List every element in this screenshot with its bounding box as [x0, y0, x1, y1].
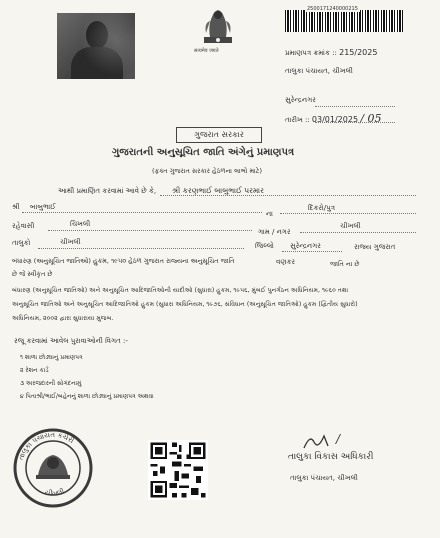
- line2-prefix: શ્રી: [12, 203, 20, 211]
- officer-signature-icon: [300, 430, 340, 452]
- caste: વણકર: [276, 258, 296, 266]
- relation: દિકરો/પુત્ર: [308, 204, 336, 212]
- seal-top-text: તાલુકા પંચાયત કચેરી: [17, 430, 76, 461]
- officer-office: તાલુકા પંચાયત, ચીખલી: [290, 474, 358, 482]
- village2: ચીખલી: [340, 222, 361, 230]
- certificate-no-row: [285, 48, 377, 58]
- date-underline: [315, 122, 395, 123]
- doc-item: ૪ પિતાશ્રી/ભાઈ/બહેનનું શાળા છોડ્યાનું પ્રમાણપત્ર અથવા: [20, 393, 154, 400]
- barcode: [285, 10, 403, 32]
- date-label: તારીખ ::: [285, 116, 310, 124]
- father-name: બાબુભાઈ: [30, 203, 56, 211]
- applicant-name: શ્રી કરણભાઈ બાબુભાઈ પરમાર: [172, 186, 265, 195]
- line5: બંધારણ (અનુસૂચિત જાતિઓ) હુકમ, ૧૯૫૦ હેઠળ ગુજરાત રાજ્યના અનુસૂચિત જાતિ: [12, 257, 235, 265]
- district: સુરેન્દ્રનગર: [290, 242, 321, 250]
- qr-code: [148, 440, 208, 500]
- date-handwritten-mark: / 05: [360, 112, 382, 125]
- line4-prefix: તાલુકો: [12, 239, 31, 247]
- line3-prefix: રહેવાસી: [12, 222, 35, 230]
- village: ચિખલી: [70, 220, 91, 228]
- signature-mark: /: [336, 432, 341, 446]
- date-value: 03/01/2025: [311, 115, 359, 124]
- village2-underline: [300, 232, 416, 233]
- certificate-title: ગુજરાતની અનુસૂચિત જાતિ અંગેનું પ્રમાણપત્ર: [112, 147, 295, 158]
- date-row: [285, 112, 381, 125]
- office-line: તાલુકા પંચાયત, ચીખલી: [285, 67, 353, 75]
- barcode-number: 2500171240000215: [307, 6, 358, 12]
- village-underline: [48, 230, 252, 231]
- village-label: ગામ / નગર: [258, 228, 291, 236]
- applicant-photo: [57, 13, 135, 79]
- certificate-subtitle: (ફક્ત ગુજરાત સરકાર હેઠળના લાભો માટે): [152, 167, 262, 175]
- legal-para-line1: બંધારણ (અનુસૂચિત જાતિઓ) અને અનુસૂચિત આદિજાતિઓની યાદીઓ (સુધારા) હુકમ, ૧૯૫૬, મુંબઈ પુનર્ગઠન અધિનિયમ, ૧૯૬૦ તથા: [12, 287, 349, 294]
- legal-para-line3: અધિનિયમ, ૨૦૦૨ દ્વારા સુધારાયા મુજબ.: [12, 315, 114, 322]
- svg-text:તાલુકા પંચાયત કચેરી: [17, 431, 76, 461]
- docs-heading: રજૂ કરવામાં આવેલ પુરાવાઓની વિગત :-: [14, 337, 128, 345]
- government-title: ગુજરાત સરકાર: [176, 127, 262, 143]
- office-seal-icon: [12, 427, 94, 509]
- svg-text:ચીખલી: [44, 487, 65, 498]
- seal-bottom-text: ચીખલી: [44, 487, 66, 498]
- line2-mid: ના: [266, 210, 273, 218]
- line6: છે જે સ્વીકૃત છે: [12, 270, 53, 278]
- district-underline: [282, 251, 342, 252]
- line5-tail: જાતિ ના છે: [330, 260, 360, 268]
- place-label: સુરેન્દ્રનગર: [285, 96, 316, 104]
- legal-para-line2: અનુસૂચિત જાતિઓ અને અનુસૂચિત આદિજાતિઓ હુકમ (સુધારા અધિનિયમ, ૧૯૭૬, સંવિધાન (અનુસૂચિત જાતિઓ) હુકમ (દ્વિતીય સુધારો): [12, 301, 358, 308]
- doc-item: ૩ અરજદારની સોગંદનામું: [20, 380, 82, 387]
- name-underline: [160, 195, 416, 196]
- line1-prefix: આથી પ્રમાણિત કરવામાં આવે છે કે,: [58, 187, 157, 195]
- place-underline: [315, 106, 395, 107]
- taluka: ચીખલી: [60, 238, 81, 246]
- doc-item: ૧ શાળા છોડ્યાનું પ્રમાણપત્ર: [20, 354, 83, 361]
- state-label: રાજ્ય ગુજરાત: [354, 243, 396, 251]
- officer-title: તાલુકા વિકાસ અધિકારી: [288, 452, 374, 462]
- doc-item: ૨ રેશન કાર્ડ: [20, 367, 49, 374]
- relation-underline: [280, 213, 416, 214]
- certificate-no: 215/2025: [339, 48, 378, 57]
- father-underline: [22, 212, 262, 213]
- certificate-no-label: પ્રમાણપત્ર ક્રમાંક ::: [285, 49, 337, 57]
- emblem-motto: सत्यमेव जयते: [194, 48, 219, 54]
- national-emblem-icon: [196, 3, 240, 47]
- district-label: જિલ્લો: [255, 242, 274, 250]
- taluka-underline: [38, 248, 244, 249]
